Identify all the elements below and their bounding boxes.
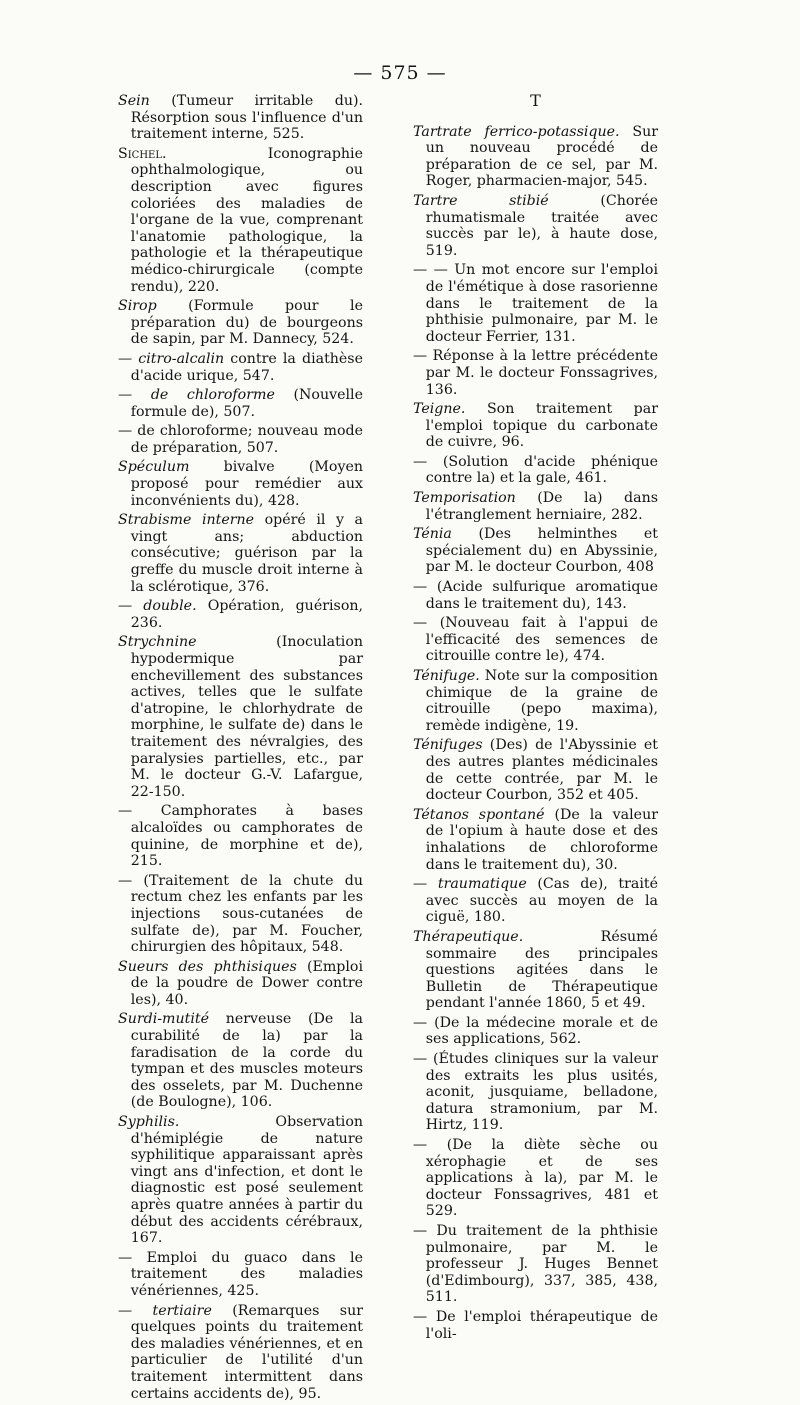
entry-heading: Thérapeutique. xyxy=(413,928,524,945)
index-entry xyxy=(118,598,363,631)
entry-text: — (Acide sulfurique aromatique dans le traitement du), 143. xyxy=(413,579,658,612)
entry-heading: Sichel. xyxy=(118,145,167,162)
index-column-left xyxy=(118,93,363,1405)
index-entry xyxy=(118,873,363,956)
entry-text: — De l'emploi thérapeutique de l'oli- xyxy=(413,1308,658,1342)
index-entry xyxy=(413,262,658,345)
index-entry xyxy=(413,1309,658,1342)
index-column-right xyxy=(413,93,658,1345)
index-entry xyxy=(413,1223,658,1306)
entry-heading: Sueurs des phthisiques xyxy=(118,958,297,975)
index-entry xyxy=(118,1303,363,1403)
index-entry xyxy=(118,1011,363,1111)
entry-text: — Réponse à la lettre précédente par M. le docteur Fonssagrives, 136. xyxy=(413,348,658,398)
entry-heading: Tartre stibié xyxy=(413,192,549,209)
entry-text: — (Nouveau fait à l'appui de l'efficacité des semences de citrouille contre le), 474. xyxy=(413,615,658,665)
entry-text: — (Traitement de la chute du rectum chez les enfants par les injections sous-cutanées de sulfate de), par M. Foucher, chirurgien des hôpitaux, 548. xyxy=(118,872,363,956)
entry-heading: — de chloroforme xyxy=(118,387,275,404)
entry-text: (Formule pour le préparation du) de bourgeons de sapin, par M. Dannecy, 524. xyxy=(130,298,363,348)
entry-heading: Ténifuge. xyxy=(413,668,480,684)
entry-text: — de chloroforme; nouveau mode de préparation, 507. xyxy=(118,423,363,456)
index-entry xyxy=(118,387,363,420)
index-entry xyxy=(413,401,658,451)
entry-text: (Des) de l'Abyssinie et des autres plantes médicinales de cette contrée, par M. le docteur Courbon, 352 et 405. xyxy=(425,737,658,804)
index-entry xyxy=(413,876,658,926)
entry-text: (Tumeur irritable du). Résorption sous l'influence d'un traitement interne, 525. xyxy=(130,93,363,143)
entry-heading: — tertiaire xyxy=(118,1302,212,1319)
index-entry xyxy=(413,1137,658,1220)
entry-text: bivalve (Moyen proposé pour remédier aux inconvénients du), 428. xyxy=(130,459,363,509)
entry-text: Sur un nouveau procédé de préparation de ce sel, par M. Roger, pharmacien-major, 545. xyxy=(425,123,658,190)
index-entry xyxy=(118,803,363,869)
entry-heading: Tartrate ferrico-potassique. xyxy=(413,123,620,140)
entry-heading: Syphilis. xyxy=(118,1114,180,1131)
index-entry xyxy=(413,668,658,734)
entry-text: — Camphorates à bases alcaloïdes ou camphorates de quinine, de morphine et de), 215. xyxy=(118,803,363,870)
entry-heading: Spéculum xyxy=(118,459,190,476)
entry-heading: Ténifuges xyxy=(413,737,483,754)
entry-text: Iconographie ophthalmologique, ou description avec figures coloriées des maladies de l'organe de la vue, comprenant l'anatomie pathologique, la pathologie et la thérapeutique médico-chirurgicale (compte rendu), 220. xyxy=(130,145,363,295)
index-entry xyxy=(413,615,658,665)
entry-text: — Emploi du guaco dans le traitement des maladies vénériennes, 425. xyxy=(118,1249,363,1299)
entry-heading: Strychnine xyxy=(118,634,197,651)
entry-text: contre la diathèse d'acide urique, 547. xyxy=(130,350,363,384)
entry-text: (Chorée rhumatismale traitée avec succès par le), à haute dose, 519. xyxy=(425,192,658,259)
index-entry xyxy=(118,512,363,595)
entry-text: Note sur la composition chimique de la graine de citrouille (pepo maxima), remède indigène, 19. xyxy=(425,668,658,734)
entry-text: Opération, guérison, 236. xyxy=(130,598,364,631)
entry-text: — Du traitement de la phthisie pulmonaire, par M. le professeur J. Huges Bennet (d'Edimbourg), 337, 385, 438, 511. xyxy=(413,1223,658,1306)
entry-text: (Des helminthes et spécialement du) en Abyssinie, par M. le docteur Courbon, 408 xyxy=(425,526,658,576)
entry-heading: Tétanos spontané xyxy=(413,806,545,823)
index-entry xyxy=(118,423,363,456)
index-entry xyxy=(413,929,658,1012)
index-entry xyxy=(118,459,363,509)
entry-text: — (Études cliniques sur la valeur des extraits les plus usités, aconit, jusquiame, belladone, datura stramonium, par M. Hirtz, 119. xyxy=(413,1051,658,1134)
entry-text: (Nouvelle formule de), 507. xyxy=(130,387,363,420)
index-entry xyxy=(118,351,363,384)
entry-heading: Strabisme interne xyxy=(118,512,255,529)
index-entry xyxy=(413,348,658,398)
entry-heading: Temporisation xyxy=(413,490,516,507)
index-entry xyxy=(118,1114,363,1247)
entry-text: (De la) dans l'étranglement herniaire, 282. xyxy=(425,490,658,523)
entry-heading: — citro-alcalin xyxy=(118,350,225,367)
entry-text: — (Solution d'acide phénique contre la) et la gale, 461. xyxy=(413,453,658,487)
entry-text: nerveuse (De la curabilité de la) par la faradisation de la corde du tympan et des muscles moteurs des osselets, par M. Duchenne (de Boulogne), 106. xyxy=(130,1011,363,1111)
index-entry xyxy=(413,124,658,190)
entry-text: Son traitement par l'emploi topique du carbonate de cuivre, 96. xyxy=(425,401,658,451)
index-entry xyxy=(413,1051,658,1134)
index-entry xyxy=(118,93,363,143)
index-entry xyxy=(413,490,658,523)
index-entry xyxy=(118,146,363,295)
index-entry xyxy=(118,1250,363,1300)
entry-text: — (De la médecine morale et de ses applications, 562. xyxy=(413,1014,658,1048)
index-entry xyxy=(413,454,658,487)
entry-heading: Ténia xyxy=(413,526,452,543)
index-entry xyxy=(413,737,658,803)
entry-heading: — double. xyxy=(118,598,197,615)
entry-text: (Inoculation hypodermique par enchevillement des substances actives, telles que le sulfate d'atropine, le chlorhydrate de morphine, le sulfate de) dans le traitement des névralgies, des paralysies partielles, etc., par M. le docteur G.-V. Lafargue, 22-150. xyxy=(130,634,363,800)
page-number: — 575 — xyxy=(353,62,447,84)
entry-text: — — Un mot encore sur l'emploi de l'émétique à dose rasorienne dans le traitement de la phthisie pulmonaire, par M. le docteur Ferrier, 131. xyxy=(413,262,658,345)
entry-heading: Surdi-mutité xyxy=(118,1011,209,1028)
index-entry xyxy=(118,959,363,1009)
index-entry xyxy=(118,634,363,800)
index-entry xyxy=(413,193,658,259)
entry-text: — (De la diète sèche ou xérophagie et de ses applications à la), par M. le docteur Fonssagrives, 481 et 529. xyxy=(413,1137,658,1220)
entry-text: (Emploi de la poudre de Dower contre les), 40. xyxy=(130,958,363,1008)
entry-text: (Remarques sur quelques points du traitement des maladies vénériennes, et en particulier de l'utilité d'un traitement intermittent dans certains accidents de), 95. xyxy=(130,1302,363,1402)
section-letter: T xyxy=(530,91,541,110)
entry-text: opéré il y a vingt ans; abduction consécutive; guérison par la greffe du muscle droit interne à la sclérotique, 376. xyxy=(130,512,363,595)
entry-text: (De la valeur de l'opium à haute dose et des inhalations de chloroforme dans le traitement du), 30. xyxy=(425,806,658,873)
entry-heading: Sirop xyxy=(118,298,157,315)
index-entry xyxy=(118,298,363,348)
index-entry xyxy=(413,807,658,873)
index-entry xyxy=(413,579,658,612)
entry-heading: Sein xyxy=(118,93,150,109)
index-entry xyxy=(413,526,658,576)
entry-heading: — traumatique xyxy=(413,876,527,893)
entry-text: Résumé sommaire des principales questions agitées dans le Bulletin de Thérapeutique pendant l'année 1860, 5 et 49. xyxy=(425,928,658,1012)
entry-text: (Cas de), traité avec succès au moyen de la ciguë, 180. xyxy=(425,876,658,926)
entry-heading: Teigne. xyxy=(413,401,466,418)
index-entry xyxy=(413,1015,658,1048)
entry-text: Observation d'hémiplégie de nature syphilitique apparaissant après vingt ans d'infection, et dont le diagnostic est posé seulement après quatre années à partir du début des accidents cérébraux, 167. xyxy=(130,1114,363,1247)
